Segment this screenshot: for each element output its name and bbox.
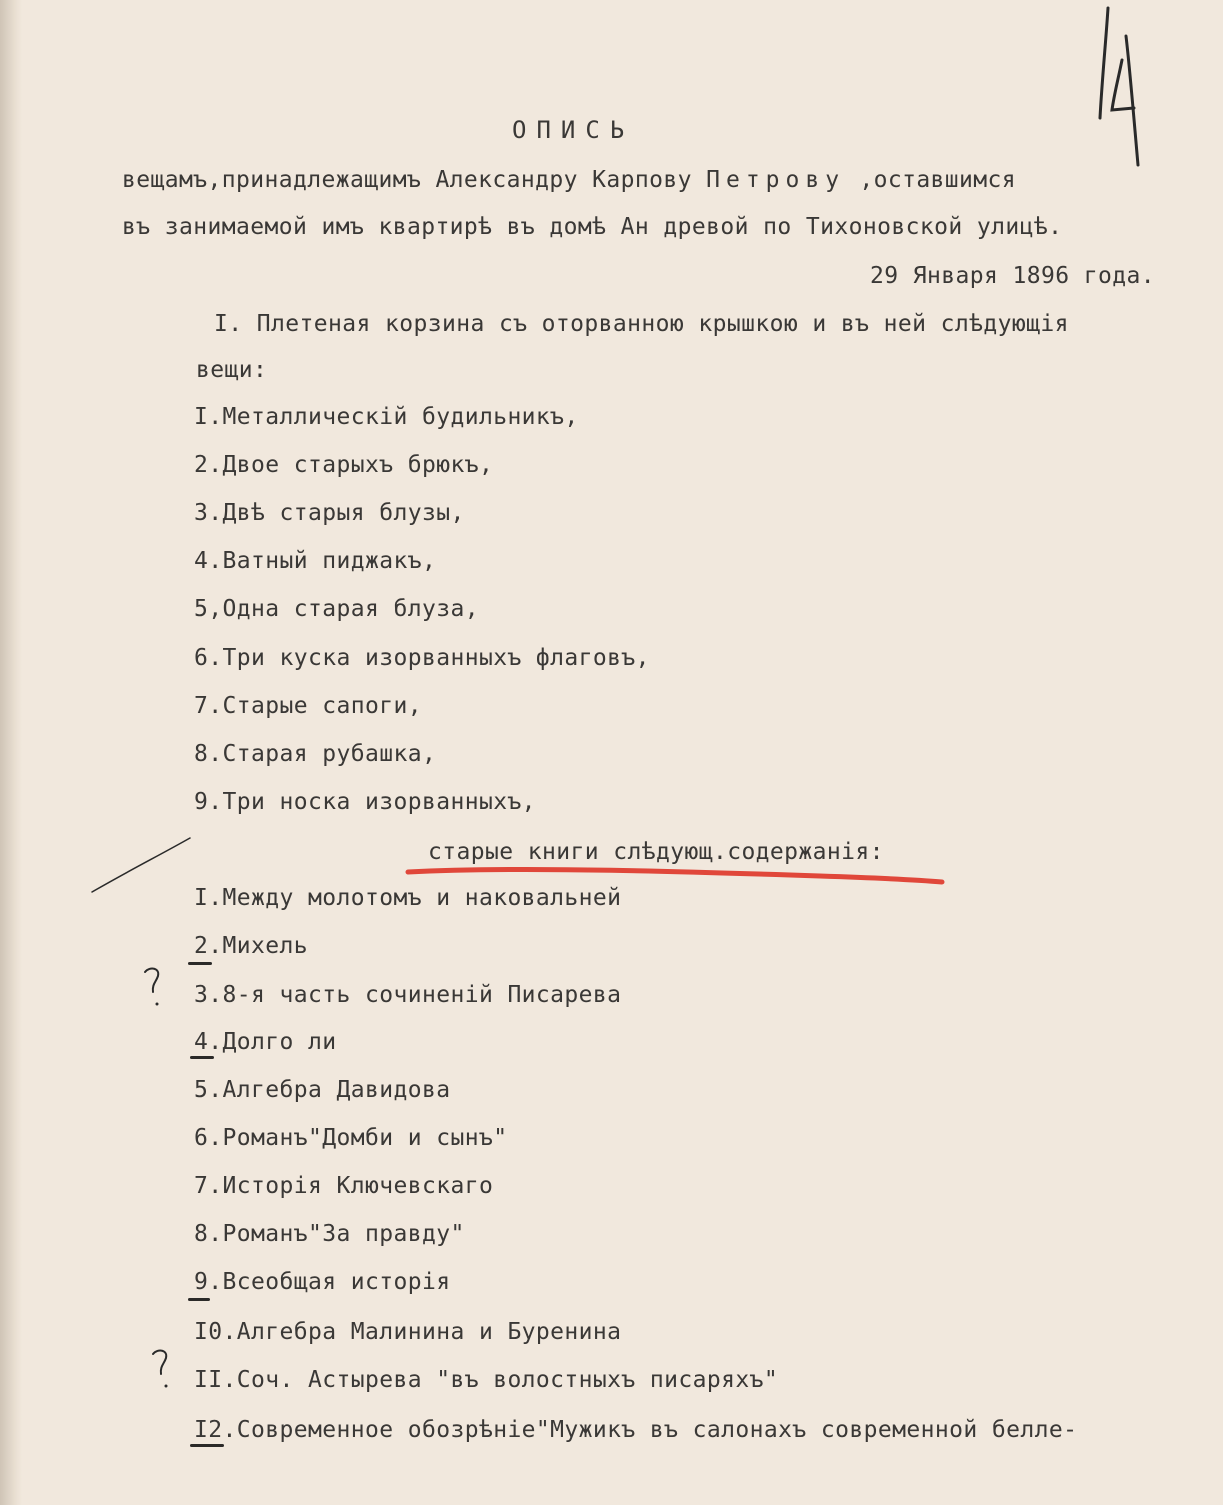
section-1-intro-line-2: вещи: bbox=[196, 357, 268, 383]
book-item: 6.Романъ"Домби и сынъ" bbox=[194, 1125, 508, 1151]
section-1-intro-line-1: I. Плетеная корзина съ оторванною крышкою и въ ней слѣдующія bbox=[214, 311, 1069, 337]
pen-dash-mark bbox=[190, 1056, 214, 1059]
list-item: 4.Ватный пиджакъ, bbox=[194, 548, 437, 574]
book-item: I0.Алгебра Малинина и Буренина bbox=[194, 1319, 622, 1345]
pen-dash-mark bbox=[188, 1298, 210, 1301]
pen-stroke-mark bbox=[92, 838, 190, 892]
folio-number-handwritten bbox=[1060, 0, 1170, 170]
question-mark-icon bbox=[145, 969, 158, 992]
pen-dash-mark bbox=[190, 1444, 224, 1447]
owner-surname: Петрову bbox=[706, 167, 846, 193]
page-binding-edge bbox=[0, 0, 22, 1505]
book-item: I.Между молотомъ и наковальней bbox=[194, 885, 622, 911]
question-mark-icon bbox=[153, 1351, 166, 1374]
book-item: 2.Михель bbox=[194, 933, 308, 959]
question-mark-dot-icon bbox=[156, 1003, 159, 1006]
book-item: 3.8-я часть сочиненiй Писарева bbox=[194, 982, 622, 1008]
document-date: 29 Января 1896 года. bbox=[870, 263, 1155, 289]
book-item: II.Соч. Астырева "въ волостныхъ писаряхъ" bbox=[194, 1367, 779, 1393]
book-item: 8.Романъ"За правду" bbox=[194, 1221, 465, 1247]
list-item: 5,Одна старая блуза, bbox=[194, 596, 479, 622]
list-item: 9.Три носка изорванныхъ, bbox=[194, 789, 536, 815]
list-item: 7.Старые сапоги, bbox=[194, 693, 422, 719]
book-item: 9.Всеобщая исторiя bbox=[194, 1269, 451, 1295]
books-heading: старые книги слѣдующ.содержанiя: bbox=[428, 839, 884, 865]
header-line-1 bbox=[122, 166, 1016, 194]
document-title: ОПИСЬ bbox=[512, 116, 635, 144]
header-line-1-start: вещамъ,принадлежащимъ Александру Карпову bbox=[122, 167, 707, 193]
header-line-1-end: ,оставшимся bbox=[845, 167, 1017, 193]
list-item: 2.Двое старыхъ брюкъ, bbox=[194, 452, 494, 478]
book-item: 5.Алгебра Давидова bbox=[194, 1077, 451, 1103]
book-item: 7.Исторiя Ключевскаго bbox=[194, 1173, 494, 1199]
list-item: 3.Двѣ старыя блузы, bbox=[194, 500, 465, 526]
list-item: 8.Старая рубашка, bbox=[194, 741, 437, 767]
red-underline-mark bbox=[408, 869, 942, 882]
book-item: 4.Долго ли bbox=[194, 1029, 337, 1055]
pen-dash-mark bbox=[188, 962, 212, 965]
question-mark-dot-icon bbox=[165, 1385, 168, 1388]
book-item: I2.Современное обозрѣнiе"Мужикъ въ салонахъ современной белле- bbox=[194, 1417, 1078, 1443]
list-item: I.Металлическiй будильникъ, bbox=[194, 404, 579, 430]
header-line-2: въ занимаемой имъ квартирѣ въ домѣ Ан древой по Тихоновской улицѣ. bbox=[122, 214, 1063, 240]
list-item: 6.Три куска изорванныхъ флаговъ, bbox=[194, 645, 650, 671]
